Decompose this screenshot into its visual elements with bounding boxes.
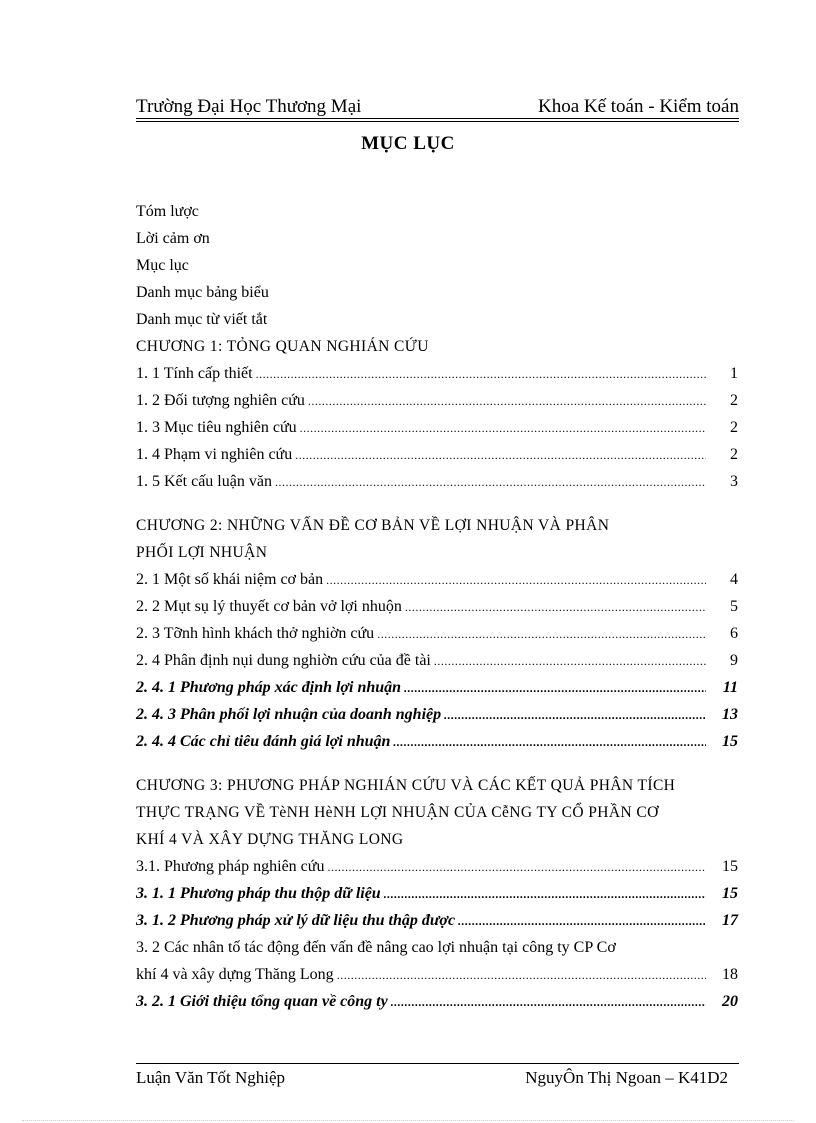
toc-entry-page: 11: [722, 679, 738, 696]
page-header: [136, 92, 739, 118]
dot-leader: [337, 962, 706, 989]
toc-entry-text: 1. 5 Kết cấu luận văn: [136, 473, 272, 490]
footer-title: Luận Văn Tốt Nghiệp: [136, 1068, 286, 1087]
toc-entry-text: 3. 1. 2 Phương pháp xử lý dữ liệu thu thập được: [136, 912, 456, 929]
dot-leader: [295, 442, 706, 469]
toc-entry-text: 1. 2 Đối tượng nghiên cứu: [136, 392, 305, 409]
header-rule: [136, 118, 739, 119]
toc-entry-page: 9: [730, 652, 738, 669]
toc-entry-page: 6: [730, 625, 738, 642]
toc-entry: [136, 566, 738, 593]
toc-entry-text: 2. 4. 3 Phân phối lợi nhuận của doanh nghiệp: [136, 706, 442, 723]
toc-entry: [136, 414, 738, 441]
table-of-contents: [136, 198, 738, 1015]
front-matter-item: Mục lục: [136, 257, 189, 274]
dot-leader: [393, 729, 706, 756]
toc-entry-page: 15: [722, 733, 738, 750]
chapter-2-heading: CHƯƠNG 2: NHỮNG VẤN ĐỀ CƠ BẢN VỀ LỢI NHUẬN VÀ PHÂN: [136, 517, 610, 534]
footer-rule: [136, 1063, 739, 1064]
toc-entry-text: 2. 2 Mụt sụ lý thuyết cơ bản vở lợi nhuộn: [136, 598, 402, 615]
dot-leader: [404, 675, 706, 702]
toc-entry-text: 1. 3 Mục tiêu nghiên cứu: [136, 419, 297, 436]
toc-subentry: [136, 988, 738, 1015]
toc-entry-text: 2. 1 Một số khái niệm cơ bản: [136, 571, 324, 588]
front-matter-item: Danh mục từ viết tắt: [136, 311, 268, 328]
toc-entry-text: khí 4 và xây dựng Thăng Long: [136, 966, 334, 983]
toc-entry: [136, 853, 738, 880]
toc-entry-page: 2: [730, 392, 738, 409]
toc-subentry: [136, 701, 738, 728]
toc-entry-page: 18: [722, 966, 738, 983]
toc-entry: [136, 961, 738, 988]
toc-entry-page: 20: [722, 993, 738, 1010]
toc-entry-text: 1. 4 Phạm vi nghiên cứu: [136, 446, 293, 463]
dot-leader: [377, 621, 706, 648]
header-faculty: Khoa Kế toán - Kiểm toán: [537, 96, 739, 117]
toc-entry: [136, 387, 738, 414]
dot-leader: [444, 702, 706, 729]
section-gap: [136, 495, 738, 512]
toc-entry-text: 2. 4. 1 Phương pháp xác định lợi nhuận: [136, 679, 402, 696]
dot-leader: [405, 594, 706, 621]
dot-leader: [434, 648, 706, 675]
toc-entry: [136, 620, 738, 647]
toc-entry: [136, 441, 738, 468]
chapter-3-heading-cont: KHÍ 4 VÀ XÂY DỰNG THĂNG LONG: [136, 831, 404, 848]
dot-leader: [256, 361, 706, 388]
toc-entry-text: 3.1. Phương pháp nghiên cứu: [136, 858, 325, 875]
toc-subentry: [136, 728, 738, 755]
front-matter-item: Lời cảm ơn: [136, 230, 210, 247]
toc-entry-page: 1: [730, 365, 738, 382]
front-matter-item: Tóm lược: [136, 203, 199, 220]
toc-subentry: [136, 674, 738, 701]
toc-entry-text: 3. 1. 1 Phương pháp thu thộp dữ liệu: [136, 885, 381, 902]
toc-entry-text: 2. 4 Phân định nụi dung nghiờn cứu của đề tài: [136, 652, 431, 669]
dot-leader: [327, 854, 706, 881]
dot-leader: [300, 415, 706, 442]
footer-author: NguyÔn Thị Ngoan – K41D2: [525, 1068, 728, 1087]
chapter-3-heading-cont: THỰC TRẠNG VỀ TèNH HèNH LỢI NHUẬN CỦA CễNG TY CỔ PHẦN CƠ: [136, 804, 659, 821]
header-rule-double: [136, 121, 739, 122]
toc-subentry: [136, 907, 738, 934]
dot-leader: [308, 388, 706, 415]
toc-entry-text: 3. 2. 1 Giới thiệu tổng quan về công ty: [136, 993, 388, 1010]
toc-entry-text: 2. 3 Tỡnh hình khách thở nghiờn cứu: [136, 625, 375, 642]
toc-entry-page: 5: [730, 598, 738, 615]
toc-entry-page: 4: [730, 571, 738, 588]
chapter-2-heading-cont: PHỐI LỢI NHUẬN: [136, 544, 268, 561]
toc-subentry: [136, 880, 738, 907]
toc-entry: [136, 468, 738, 495]
front-matter-item: Danh mục bảng biểu: [136, 284, 269, 301]
toc-entry: [136, 647, 738, 674]
toc-entry-page: 17: [722, 912, 738, 929]
toc-entry-page: 2: [730, 446, 738, 463]
toc-entry-page: 3: [730, 473, 738, 490]
page-footer: [136, 1068, 728, 1088]
page-edge: [22, 1120, 794, 1121]
dot-leader: [458, 908, 706, 935]
section-gap: [136, 755, 738, 772]
dot-leader: [275, 469, 706, 496]
dot-leader: [384, 881, 706, 908]
toc-entry: [136, 360, 738, 387]
toc-entry: [136, 593, 738, 620]
toc-entry-page: 15: [722, 858, 738, 875]
toc-entry-text: 2. 4. 4 Các chỉ tiêu đánh giá lợi nhuận: [136, 733, 391, 750]
toc-entry-wrapped: 3. 2 Các nhân tố tác động đến vấn đề nâng cao lợi nhuận tại công ty CP Cơ: [136, 939, 616, 956]
toc-entry-page: 2: [730, 419, 738, 436]
toc-entry-page: 13: [722, 706, 738, 723]
chapter-3-heading: CHƯƠNG 3: PHƯƠNG PHÁP NGHIÁN CỨU VÀ CÁC KẾT QUẢ PHÂN TÍCH: [136, 777, 676, 794]
header-university: Trường Đại Học Thương Mại: [136, 96, 362, 117]
chapter-1-heading: CHƯƠNG 1: TỎNG QUAN NGHIÁN CỨU: [136, 338, 429, 355]
toc-entry-page: 15: [722, 885, 738, 902]
page-title: MỤC LỤC: [361, 133, 455, 154]
dot-leader: [391, 989, 706, 1016]
toc-entry-text: 1. 1 Tính cấp thiết: [136, 365, 253, 382]
dot-leader: [326, 567, 706, 594]
